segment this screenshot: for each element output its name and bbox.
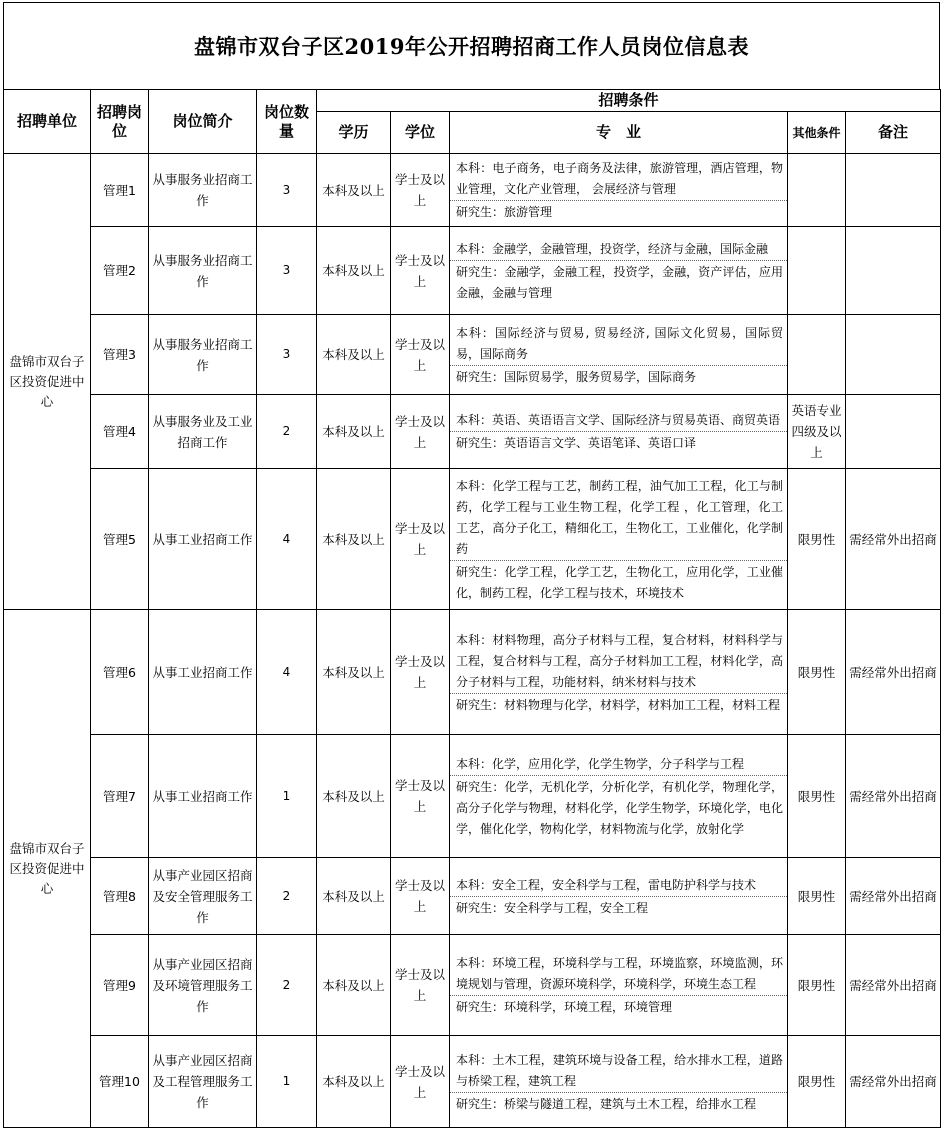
table-row [4, 858, 941, 935]
graduate-majors: 研究生：金融学，金融工程，投资学，金融，资产评估，应用金融，金融与管理 [450, 260, 787, 304]
other-cell: 限男性 [788, 935, 846, 1036]
degree-cell: 学士及以上 [391, 469, 450, 610]
position-cell: 管理6 [91, 610, 149, 735]
position-cell: 管理1 [91, 154, 149, 227]
position-cell: 管理5 [91, 469, 149, 610]
major-cell [450, 227, 788, 315]
bachelor-majors: 本科：化学工程与工艺，制药工程，油气加工工程，化工与制药，化学工程与工业生物工程，化学工程 ，化工管理，化工工艺，高分子化工，精细化工，生物化工，工业催化，化学制药 [456, 478, 783, 556]
other-cell: 限男性 [788, 735, 846, 858]
count-cell: 2 [257, 395, 317, 469]
graduate-majors: 研究生：旅游管理 [450, 200, 787, 223]
education-cell: 本科及以上 [317, 469, 391, 610]
bachelor-majors: 本科：英语、英语语言文学、国际经济与贸易英语、商贸英语 [456, 413, 781, 427]
note-cell: 需经常外出招商 [846, 610, 941, 735]
count-cell: 4 [257, 610, 317, 735]
desc-cell: 从事产业园区招商及工程管理服务工作 [149, 1036, 257, 1128]
position-cell: 管理8 [91, 858, 149, 935]
education-cell: 本科及以上 [317, 227, 391, 315]
header-degree: 学位 [391, 112, 450, 154]
degree-cell: 学士及以上 [391, 858, 450, 935]
position-cell: 管理2 [91, 227, 149, 315]
table-row [4, 935, 941, 1036]
desc-cell: 从事工业招商工作 [149, 610, 257, 735]
other-cell [788, 227, 846, 315]
header-unit: 招聘单位 [4, 90, 91, 154]
header-other: 其他条件 [788, 112, 846, 154]
position-cell: 管理9 [91, 935, 149, 1036]
graduate-majors: 研究生：桥梁与隧道工程，建筑与土木工程，给排水工程 [450, 1092, 787, 1115]
major-cell [450, 610, 788, 735]
education-cell: 本科及以上 [317, 610, 391, 735]
graduate-majors: 研究生：化学，无机化学，分析化学，有机化学，物理化学，高分子化学与物理，材料化学，化学生物学，环境化学，电化学，催化化学，物构化学，材料物流与化学，放射化学 [450, 775, 787, 840]
major-cell [450, 469, 788, 610]
other-cell [788, 154, 846, 227]
desc-cell: 从事工业招商工作 [149, 469, 257, 610]
degree-cell: 学士及以上 [391, 1036, 450, 1128]
bachelor-majors: 本科：环境工程，环境科学与工程，环境监察，环境监测，环境规划与管理，资源环境科学，环境科学，环境生态工程 [456, 956, 783, 991]
bachelor-majors: 本科：土木工程，建筑环境与设备工程，给水排水工程，道路与桥梁工程，建筑工程 [456, 1052, 783, 1088]
count-cell: 3 [257, 315, 317, 395]
header-count: 岗位数量 [257, 90, 317, 154]
major-cell [450, 1036, 788, 1128]
header-note: 备注 [846, 112, 941, 154]
graduate-majors: 研究生：安全科学与工程，安全工程 [450, 896, 787, 919]
count-cell: 1 [257, 1036, 317, 1128]
position-cell: 管理3 [91, 315, 149, 395]
other-cell: 限男性 [788, 469, 846, 610]
table-row [4, 315, 941, 395]
table-row [4, 469, 941, 610]
degree-cell: 学士及以上 [391, 227, 450, 315]
table-row [4, 610, 941, 735]
header-desc: 岗位简介 [149, 90, 257, 154]
position-cell: 管理4 [91, 395, 149, 469]
bachelor-majors: 本科：国际经济与贸易, 贸易经济, 国际文化贸易，国际贸易，国际商务 [456, 325, 783, 361]
position-cell: 管理10 [91, 1036, 149, 1128]
document-title: 盘锦市双台子区2019年公开招聘招商工作人员岗位信息表 [194, 34, 749, 59]
count-cell: 4 [257, 469, 317, 610]
degree-cell: 学士及以上 [391, 315, 450, 395]
desc-cell: 从事服务业招商工作 [149, 154, 257, 227]
major-cell [450, 154, 788, 227]
table-row [4, 735, 941, 858]
major-cell [450, 935, 788, 1036]
table-row [4, 227, 941, 315]
note-cell [846, 315, 941, 395]
other-cell: 英语专业四级及以上 [788, 395, 846, 469]
major-cell [450, 735, 788, 858]
position-table [3, 89, 941, 1128]
other-cell: 限男性 [788, 1036, 846, 1128]
education-cell: 本科及以上 [317, 154, 391, 227]
degree-cell: 学士及以上 [391, 610, 450, 735]
bachelor-majors: 本科：材料物理，高分子材料与工程，复合材料，材料科学与工程，复合材料与工程，高分子材料加工工程，材料化学，高分子材料与工程，功能材料，纳米材料与技术 [456, 632, 783, 689]
degree-cell: 学士及以上 [391, 154, 450, 227]
graduate-majors: 研究生：环境科学，环境工程，环境管理 [450, 995, 787, 1018]
header-position: 招聘岗位 [91, 90, 149, 154]
note-cell: 需经常外出招商 [846, 735, 941, 858]
other-cell [788, 315, 846, 395]
bachelor-majors: 本科：金融学，金融管理，投资学，经济与金融，国际金融 [456, 241, 769, 256]
education-cell: 本科及以上 [317, 735, 391, 858]
title-box [3, 2, 940, 89]
count-cell: 1 [257, 735, 317, 858]
degree-cell: 学士及以上 [391, 395, 450, 469]
unit-cell: 盘锦市双台子区投资促进中心 [4, 610, 91, 1128]
table-row [4, 395, 941, 469]
bachelor-majors: 本科：电子商务，电子商务及法律，旅游管理，酒店管理，物业管理，文化产业管理， 会展经济与管理 [456, 161, 783, 196]
table-row [4, 154, 941, 227]
unit-cell: 盘锦市双台子区投资促进中心 [4, 154, 91, 610]
position-cell: 管理7 [91, 735, 149, 858]
education-cell: 本科及以上 [317, 315, 391, 395]
desc-cell: 从事服务业招商工作 [149, 315, 257, 395]
graduate-majors: 研究生：化学工程，化学工艺，生物化工，应用化学，工业催化，制药工程，化学工程与技术，环境技术 [450, 560, 787, 604]
education-cell: 本科及以上 [317, 1036, 391, 1128]
degree-cell: 学士及以上 [391, 935, 450, 1036]
graduate-majors: 研究生：英语语言文学、英语笔译、英语口译 [450, 431, 787, 454]
education-cell: 本科及以上 [317, 858, 391, 935]
note-cell: 需经常外出招商 [846, 469, 941, 610]
other-cell: 限男性 [788, 858, 846, 935]
note-cell: 需经常外出招商 [846, 1036, 941, 1128]
header-conditions: 招聘条件 [317, 90, 941, 112]
note-cell [846, 227, 941, 315]
desc-cell: 从事产业园区招商及安全管理服务工作 [149, 858, 257, 935]
graduate-majors: 研究生：材料物理与化学，材料学，材料加工工程，材料工程 [450, 693, 787, 716]
note-cell: 需经常外出招商 [846, 858, 941, 935]
header-major: 专 业 [450, 112, 788, 154]
other-cell: 限男性 [788, 610, 846, 735]
count-cell: 2 [257, 858, 317, 935]
desc-cell: 从事服务业招商工作 [149, 227, 257, 315]
bachelor-majors: 本科：化学，应用化学，化学生物学，分子科学与工程 [456, 756, 745, 771]
education-cell: 本科及以上 [317, 395, 391, 469]
degree-cell: 学士及以上 [391, 735, 450, 858]
note-cell [846, 154, 941, 227]
count-cell: 3 [257, 227, 317, 315]
education-cell: 本科及以上 [317, 935, 391, 1036]
major-cell [450, 858, 788, 935]
table-row [4, 1036, 941, 1128]
bachelor-majors: 本科：安全工程，安全科学与工程，雷电防护科学与技术 [456, 877, 757, 892]
graduate-majors: 研究生：国际贸易学，服务贸易学，国际商务 [450, 365, 787, 388]
major-cell [450, 315, 788, 395]
desc-cell: 从事服务业及工业招商工作 [149, 395, 257, 469]
note-cell [846, 395, 941, 469]
desc-cell: 从事产业园区招商及环境管理服务工作 [149, 935, 257, 1036]
count-cell: 2 [257, 935, 317, 1036]
header-row-1 [4, 90, 941, 112]
header-education: 学历 [317, 112, 391, 154]
desc-cell: 从事工业招商工作 [149, 735, 257, 858]
note-cell: 需经常外出招商 [846, 935, 941, 1036]
major-cell [450, 395, 788, 469]
count-cell: 3 [257, 154, 317, 227]
